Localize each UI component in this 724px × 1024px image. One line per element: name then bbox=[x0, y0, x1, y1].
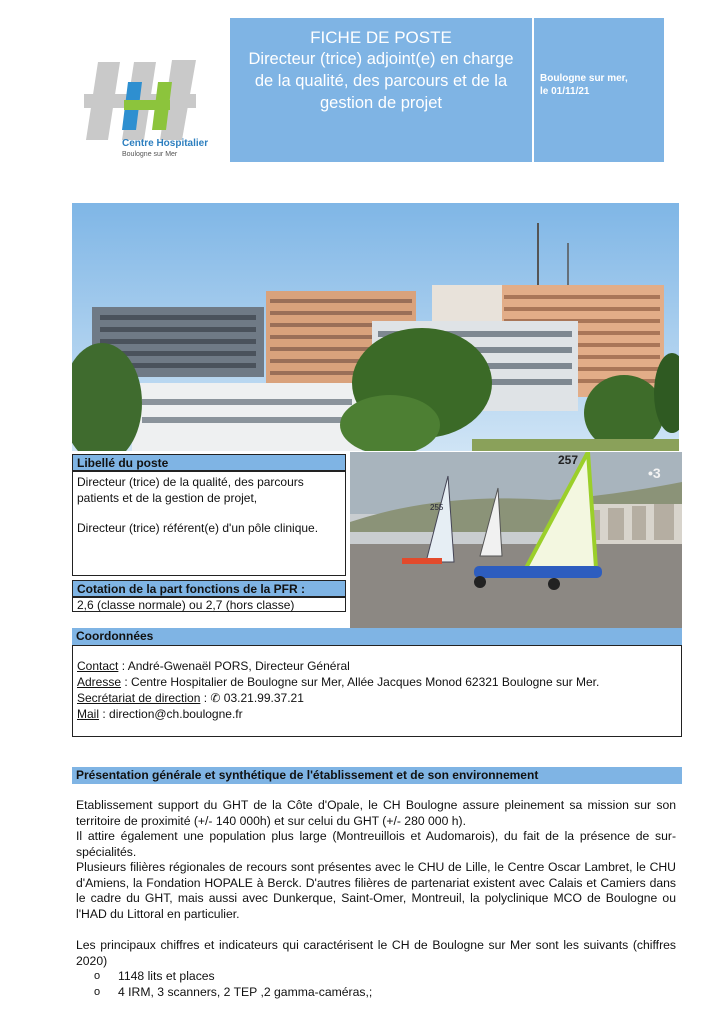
presentation-text bbox=[76, 798, 676, 1000]
contact-line bbox=[77, 658, 677, 674]
libelle-body bbox=[72, 471, 346, 576]
document-subtitle: Directeur (trice) adjoint(e) en charge de la qualité, des parcours et de la gestion de projet bbox=[248, 50, 514, 112]
document-title-box bbox=[230, 18, 532, 162]
presentation-paragraph-2: Il attire également une population plus large (Montreuillois et Audomarois), du fait de la présence de sur-spécialités. bbox=[76, 829, 676, 859]
presentation-paragraph-3: Plusieurs filières régionales de recours sont présentes avec le CHU de Lille, le Centre Oscar Lambret, le CHU d'Amiens, la Fondation HOPALE à Berck. D'autres filières de partenariat existent avec Calais et Camiers dans le cadre du GHT, mais aussi avec Dunkerque, Saint-Omer, Montreuil, la polyclinique MCO de Boulogne ou l'HAD du Littoral en particulier. bbox=[76, 860, 676, 921]
channel-mark: •3 bbox=[648, 465, 661, 481]
place-label: Boulogne sur mer, bbox=[540, 73, 628, 84]
key-figures-list bbox=[94, 969, 676, 1000]
adresse-value: : Centre Hospitalier de Boulogne sur Mer, Allée Jacques Monod 62321 Boulogne sur Mer. bbox=[121, 675, 600, 689]
presentation-paragraph-1: Etablissement support du GHT de la Côte d'Opale, le CH Boulogne assure pleinement sa mission sur son territoire de proximité (+/- 140 000h) et sur celui du GHT (+/- 280 000 h). bbox=[76, 798, 676, 828]
coordonnees-heading: Coordonnées bbox=[72, 628, 682, 645]
cotation-heading: Cotation de la part fonctions de la PFR : bbox=[72, 580, 346, 597]
logo-subtitle: Boulogne sur Mer bbox=[122, 151, 178, 158]
coordonnees-body bbox=[72, 645, 682, 737]
cotation-value: 2,6 (classe normale) ou 2,7 (hors classe) bbox=[72, 597, 346, 612]
presentation-heading: Présentation générale et synthétique de l'établissement et de son environnement bbox=[72, 767, 682, 784]
sail-number-2: 255 bbox=[430, 503, 444, 512]
libelle-heading: Libellé du poste bbox=[72, 454, 346, 471]
secretariat-label: Secrétariat de direction bbox=[77, 691, 201, 705]
presentation-paragraph-4: Les principaux chiffres et indicateurs qui caractérisent le CH de Boulogne sur Mer sont les suivants (chiffres 2020) bbox=[76, 938, 676, 968]
secretariat-value: : ✆ 03.21.99.37.21 bbox=[200, 691, 304, 705]
contact-label: Contact bbox=[77, 659, 119, 673]
date-label: le 01/11/21 bbox=[540, 86, 590, 97]
document-title: FICHE DE POSTE bbox=[310, 28, 452, 47]
sail-number-1: 257 bbox=[558, 453, 579, 467]
adresse-label: Adresse bbox=[77, 675, 122, 689]
list-item: o 4 IRM, 3 scanners, 2 TEP ,2 gamma-caméras,; bbox=[94, 985, 676, 1001]
libelle-line-1: Directeur (trice) de la qualité, des parcours patients et de la gestion de projet, bbox=[77, 475, 304, 505]
mail-line bbox=[77, 706, 677, 722]
contact-value: : André-Gwenaël PORS, Directeur Général bbox=[118, 659, 350, 673]
date-box bbox=[534, 18, 664, 162]
adresse-line bbox=[77, 674, 677, 690]
secretariat-line bbox=[77, 690, 677, 706]
list-item: o 1148 lits et places bbox=[94, 969, 676, 985]
hospital-photo bbox=[72, 203, 679, 451]
sand-yacht-photo bbox=[350, 452, 682, 628]
mail-value[interactable]: : direction@ch.boulogne.fr bbox=[99, 707, 243, 721]
logo-name: Centre Hospitalier bbox=[122, 138, 209, 149]
libelle-line-2: Directeur (trice) référent(e) d'un pôle clinique. bbox=[77, 521, 319, 535]
mail-label: Mail bbox=[77, 707, 100, 721]
